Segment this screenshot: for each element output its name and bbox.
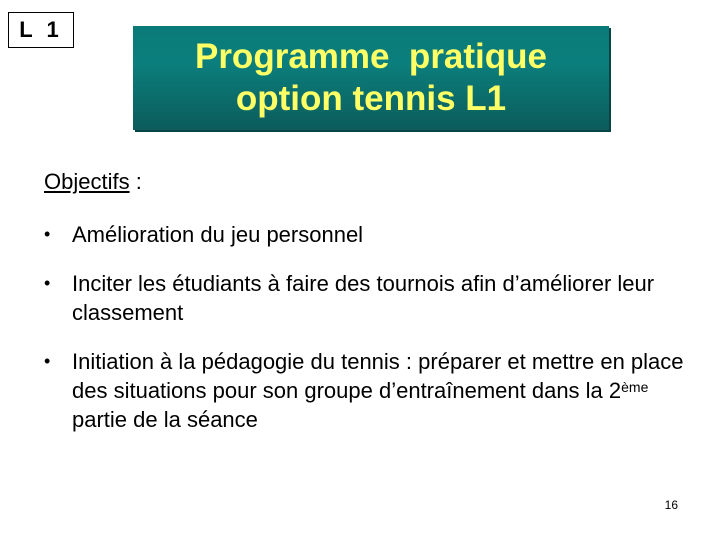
objectives-heading <box>44 168 142 196</box>
list-item <box>44 347 704 434</box>
page-number: 16 <box>664 498 678 512</box>
list-item-text: Inciter les étudiants à faire des tournois afin d’améliorer leur classement <box>72 271 655 325</box>
bullet-icon: • <box>44 351 51 371</box>
list-item-text: Amélioration du jeu personnel <box>72 222 364 247</box>
title-line-1: Programme pratique <box>194 37 548 76</box>
objectives-suffix: : <box>129 169 142 194</box>
list-item <box>44 269 704 327</box>
list-item-text-before: Initiation à la pédagogie du tennis : préparer et mettre en place des situations pour son groupe d’entraînement dans la 2 <box>72 349 684 403</box>
list-item-text-after: partie de la séance <box>72 407 258 432</box>
superscript-ordinal: ème <box>621 379 649 395</box>
list-item-text <box>72 349 684 432</box>
list-item <box>44 220 704 249</box>
bullet-icon: • <box>44 273 51 293</box>
objectives-label: Objectifs <box>44 169 130 194</box>
slide-tag: L 1 <box>8 12 74 48</box>
title-banner <box>133 26 609 130</box>
title-line-2: option tennis L1 <box>235 79 507 118</box>
objectives-list <box>44 220 704 454</box>
bullet-icon: • <box>44 224 51 244</box>
